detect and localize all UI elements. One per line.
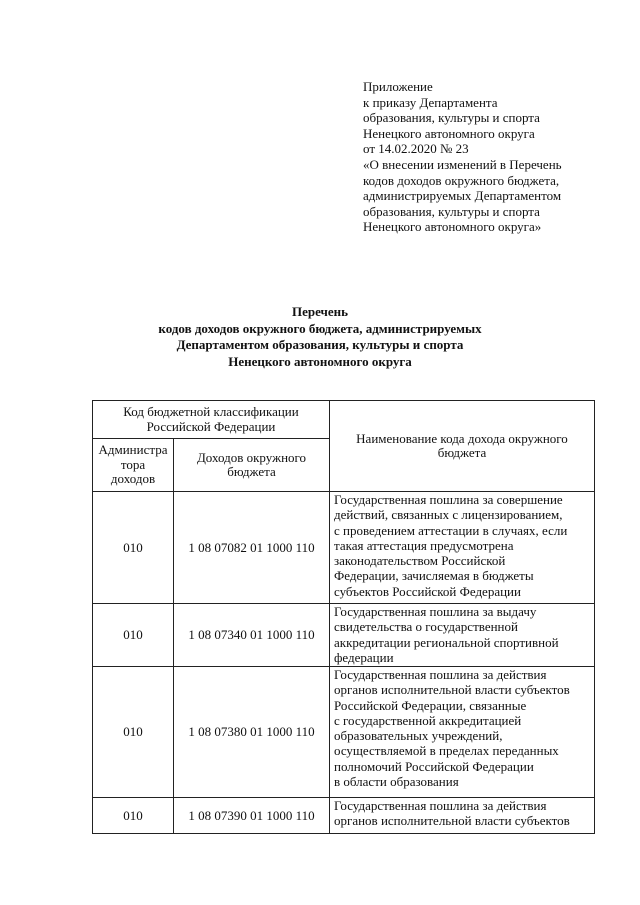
attachment-line: администрируемых Департаментом: [363, 188, 562, 204]
title-line: Перечень: [291, 304, 349, 319]
title-line: Ненецкого автономного округа: [228, 353, 412, 369]
admin-code-cell: 010: [93, 798, 174, 834]
title-line: кодов доходов окружного бюджета, администрируемых: [158, 320, 482, 336]
attachment-line: Ненецкого автономного округа: [363, 125, 535, 141]
table-row: [93, 798, 595, 834]
header-classification-code: Код бюджетной классификации Российской Федерации: [93, 401, 330, 439]
header-administrator: Администра тора доходов: [93, 439, 174, 492]
table-row: [93, 604, 595, 667]
attachment-line: кодов доходов окружного бюджета,: [363, 172, 560, 188]
income-name-cell: Государственная пошлина за действия органов исполнительной власти субъектов: [330, 798, 595, 834]
admin-code-cell: 010: [93, 604, 174, 667]
document-title: [0, 304, 640, 370]
attachment-line: Ненецкого автономного округа»: [363, 219, 542, 235]
income-code-cell: 1 08 07380 01 1000 110: [174, 667, 330, 798]
income-name-cell: Государственная пошлина за совершение действий, связанных с лицензированием, с проведением аттестации в случаях, если такая аттестация предусмотрена законодательством Российской Федерации, зачисляемая в бюджеты субъектов Российской Федерации: [330, 492, 595, 604]
attachment-line: Приложение: [363, 79, 433, 94]
admin-code-cell: 010: [93, 667, 174, 798]
header-income-name: Наименование кода дохода окружного бюджета: [330, 401, 595, 492]
table-row: [93, 667, 595, 798]
income-name-cell: Государственная пошлина за выдачу свидетельства о государственной аккредитации региональной спортивной федерации: [330, 604, 595, 667]
header-budget-income: Доходов окружного бюджета: [174, 439, 330, 492]
attachment-line: образования, культуры и спорта: [363, 203, 540, 219]
title-line: Департаментом образования, культуры и спорта: [176, 337, 464, 352]
attachment-line: образования, культуры и спорта: [363, 110, 540, 126]
income-name-cell: Государственная пошлина за действия органов исполнительной власти субъектов Российской Федерации, связанные с государственной аккредитацией образовательных учреждений, осуществляемой в пределах переданных полномочий Российской Федерации в области образования: [330, 667, 595, 798]
table-row: [93, 492, 595, 604]
attachment-block: [363, 79, 623, 235]
attachment-line: к приказу Департамента: [363, 94, 498, 110]
income-code-cell: 1 08 07340 01 1000 110: [174, 604, 330, 667]
admin-code-cell: 010: [93, 492, 174, 604]
income-code-cell: 1 08 07390 01 1000 110: [174, 798, 330, 834]
income-code-cell: 1 08 07082 01 1000 110: [174, 492, 330, 604]
attachment-line: «О внесении изменений в Перечень: [363, 156, 562, 172]
attachment-date-line: от 14.02.2020 № 23: [363, 141, 469, 157]
income-codes-table: [92, 400, 595, 834]
